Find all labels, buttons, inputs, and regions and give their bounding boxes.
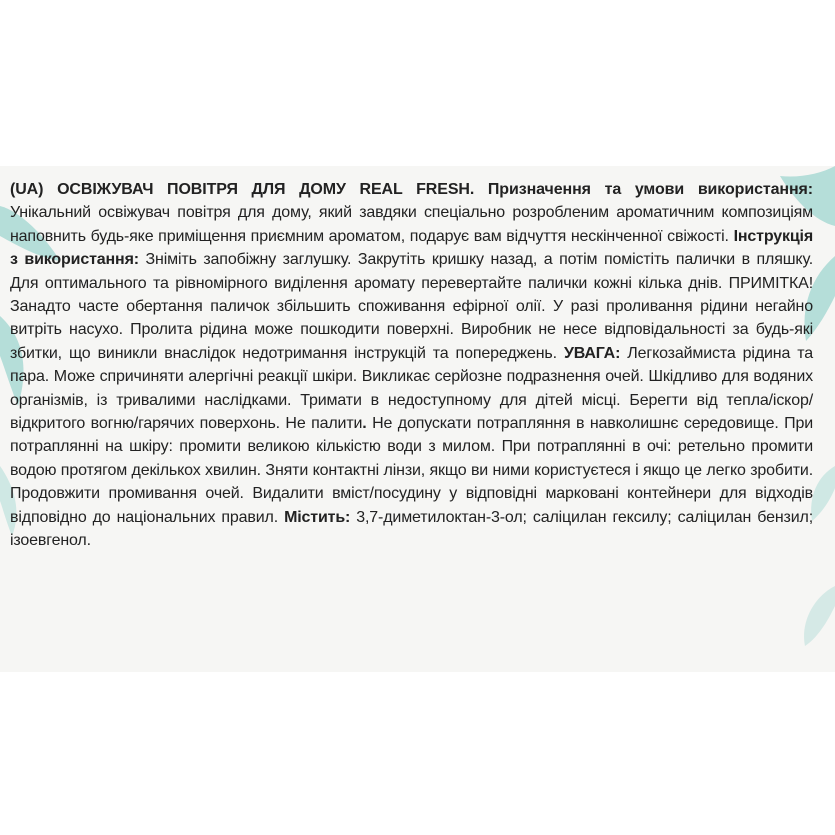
product-label <box>0 166 835 672</box>
purpose-text: Унікальний освіжувач повітря для дому, який завдяки спеціально розробленим ароматичним композиціям наповнить будь-яке приміщення приємним ароматом, подарує вам відчуття нескінченної свіжості. <box>10 204 813 245</box>
contains-text: 3,7-диметилоктан-3-ол; саліцилан гексилу; саліцилан бензил; ізоевгенол. <box>10 508 814 550</box>
instruction-text: Зніміть запобіжну заглушку. Закрутіть кришку назад, а потім помістіть палички в пляшку. Для оптимального та рівномірного виділення аромату перевертайте палички кожні кілька днів. ПРИМІТКА! Занадто часте обертання паличок збільшить споживання ефірної олії. У разі проливання рідини негайно витріть насухо. Пролита рідина може пошкодити поверхні. Виробник не несе відповідальності за будь-які збитки, що виникли внаслідок недотримання інструкцій та попереджень. <box>10 251 813 362</box>
warning-heading: УВАГА: <box>563 344 621 362</box>
warning-text-1: Легкозаймиста рідина та пара. Може спричиняти алергічні реакції шкіри. Викликає серйозне подразнення очей. Шкідливо для водяних організмів, із тривалими наслідками. Тримати в недоступному для дітей місці. Берегти від тепла/іскор/відкритого вогню/гарячих поверхонь. Не палити <box>10 344 814 433</box>
instruction-heading: Інструкція з використання: <box>10 227 814 269</box>
label-title-line: (UA) ОСВІЖУВАЧ ПОВІТРЯ ДЛЯ ДОМУ REAL FRESH. Призначення та умови використання: <box>10 181 813 198</box>
contains-heading: Містить: <box>284 508 351 526</box>
warning-dot: . <box>362 415 367 433</box>
label-text <box>10 178 813 553</box>
warning-text-2: Не допускати потрапляння в навколишнє середовище. При потраплянні на шкіру: промити великою кількістю води з милом. При потраплянні в очі: ретельно промити водою протягом декількох хвилин. Зняти контактні лінзи, якщо ви ними користуєтеся і якщо це легко зробити. Продовжити промивання очей. Видалити вміст/посудину у відповідні марковані контейнери для відходів відповідно до національних правил. <box>10 415 813 526</box>
